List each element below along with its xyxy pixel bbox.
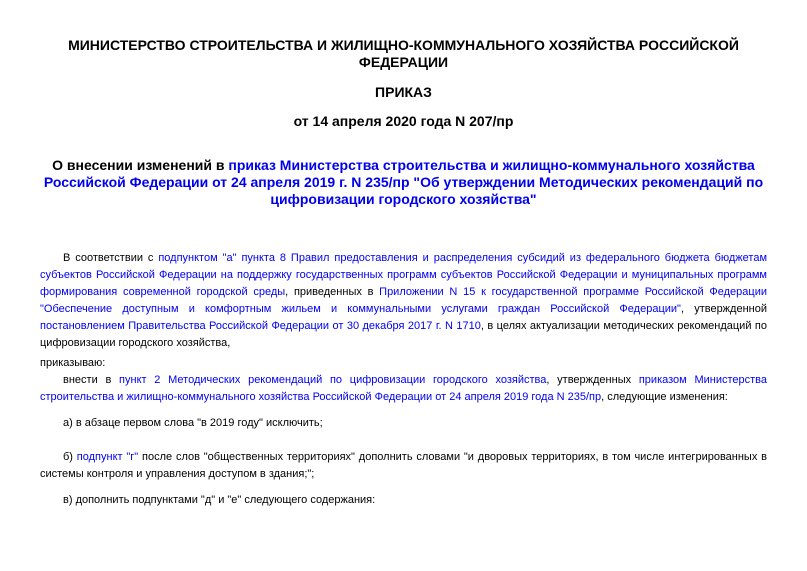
document-title <box>40 157 767 208</box>
p1-text-2: , приведенных в <box>285 286 380 298</box>
p5-text-2: после слов "общественных территориях" дополнить словами "и дворовых территориях, в том числе интегрированных в системы контроля и управления доступом в здания;"; <box>40 451 767 480</box>
title-link[interactable]: приказ Министерства строительства и жилищно-коммунального хозяйства Российской Федерации от 24 апреля 2019 г. N 235/пр "Об утверждении Методических рекомендаций по цифровизации городского хозяйства" <box>43 157 764 207</box>
paragraph-preamble <box>40 250 767 352</box>
p1-link-resolution[interactable]: постановлением Правительства Российской Федерации от 30 декабря 2017 г. N 1710 <box>40 320 481 332</box>
p3-text-1: внести в <box>63 374 120 386</box>
p3-link-point[interactable]: пункт 2 Методических рекомендаций по цифровизации городского хозяйства <box>119 374 547 386</box>
document-date: от 14 апреля 2020 года N 207/пр <box>293 113 514 129</box>
ministry-name: МИНИСТЕРСТВО СТРОИТЕЛЬСТВА И ЖИЛИЩНО-КОММУНАЛЬНОГО ХОЗЯЙСТВА РОССИЙСКОЙ ФЕДЕРАЦИИ <box>68 37 739 70</box>
p1-link-appendix[interactable]: Приложении N 15 к государственной программе Российской Федерации "Обеспечение доступным и комфортным жильем и коммунальными услугами граждан Российской Федерации" <box>40 286 767 315</box>
p1-text-1: В соответствии с <box>63 252 159 264</box>
p3-link-order[interactable]: приказом Министерства строительства и жилищно-коммунального хозяйства Российской Федерации от 24 апреля 2019 года N 235/пр <box>40 374 767 403</box>
p3-text-2: , утвержденных <box>546 374 639 386</box>
paragraph-item-c: в) дополнить подпунктами "д" и "е" следующего содержания: <box>63 494 376 506</box>
paragraph-item-b <box>40 449 767 483</box>
paragraph-item-a: а) в абзаце первом слова "в 2019 году" исключить; <box>63 417 323 429</box>
p5-text-1: б) <box>63 451 77 463</box>
p1-text-4: , в целях актуализации методических рекомендаций по цифровизации городского хозяйства, <box>40 320 767 349</box>
p5-link-subpoint[interactable]: подпункт "г" <box>76 451 139 463</box>
paragraph-order: приказываю: <box>40 357 106 369</box>
document-type: ПРИКАЗ <box>375 84 432 100</box>
p1-text-3: , утвержденной <box>680 303 767 315</box>
p3-text-3: , следующие изменения: <box>601 391 728 403</box>
p1-link-rules[interactable]: подпунктом "а" пункта 8 Правил предоставления и распределения субсидий из федерального бюджета бюджетам субъектов Российской Федерации на поддержку государственных программ субъектов Российской Федерации и муниципальных программ формирования современной городской среды <box>40 252 768 298</box>
title-text: О внесении изменений в <box>52 157 229 173</box>
paragraph-amend <box>40 372 767 406</box>
